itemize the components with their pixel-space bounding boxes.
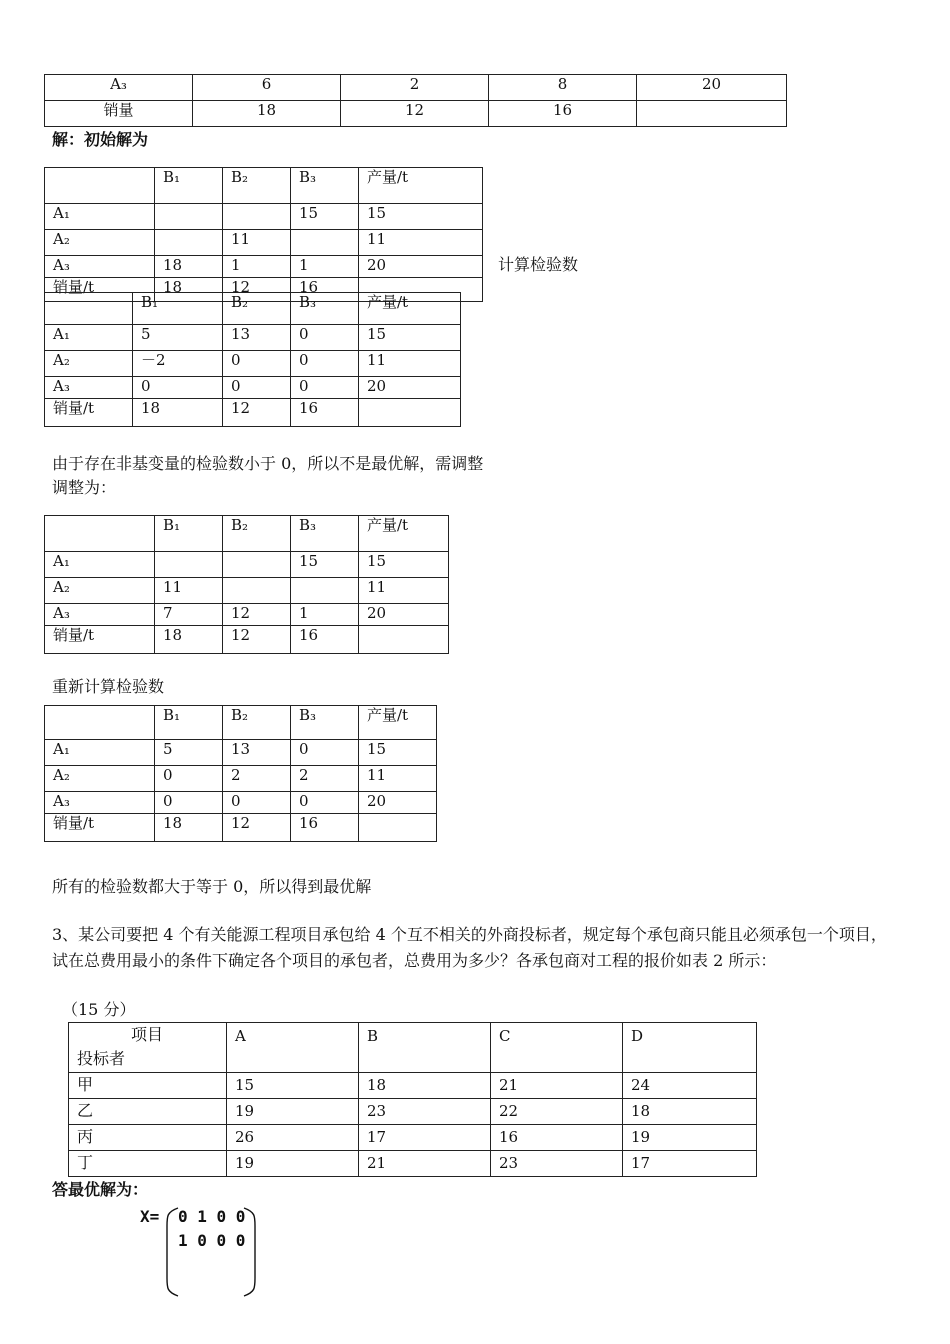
table-cell: 23 — [491, 1151, 623, 1177]
table-cell: 0 — [155, 792, 223, 814]
table-cell: A₁ — [45, 552, 155, 578]
table-cell: B₃ — [291, 516, 359, 552]
table-cell: 17 — [359, 1125, 491, 1151]
table-cell: B₁ — [155, 516, 223, 552]
column-header: D — [623, 1023, 757, 1073]
corner-top-label: 项目 — [131, 1025, 164, 1044]
matrix-row: 1 0 0 0 — [178, 1231, 246, 1250]
table-cell: B₃ — [291, 168, 359, 204]
table-cell: 23 — [359, 1099, 491, 1125]
table-row — [45, 792, 437, 814]
table-cell: 15 — [359, 552, 449, 578]
table-cell: 18 — [359, 1073, 491, 1099]
table-cell — [359, 814, 437, 842]
matrix-row: 0 1 0 0 — [178, 1207, 246, 1226]
table-row — [45, 626, 449, 654]
table-cell: 产量/t — [359, 706, 437, 740]
table-row — [45, 377, 461, 399]
table-cell: 26 — [227, 1125, 359, 1151]
table-cell: 12 — [223, 278, 291, 302]
table-cell: 销量 — [45, 101, 193, 127]
table-cell — [291, 230, 359, 256]
table-cell: 1 — [291, 256, 359, 278]
table-row — [45, 740, 437, 766]
table-cell — [45, 168, 155, 204]
table-cell: 11 — [359, 578, 449, 604]
table-header-row — [45, 706, 437, 740]
not-optimal-text: 由于存在非基变量的检验数小于 0，所以不是最优解，需调整 — [52, 454, 484, 473]
table-cell: 5 — [133, 325, 223, 351]
table-cell: 丁 — [69, 1151, 227, 1177]
table-cell: 11 — [155, 578, 223, 604]
table-cell: 15 — [359, 204, 483, 230]
table-row — [45, 325, 461, 351]
table-cell: 18 — [193, 101, 341, 127]
table-cell: B₂ — [223, 706, 291, 740]
table-cell: A₂ — [45, 230, 155, 256]
table-cell: 0 — [291, 325, 359, 351]
table-header-row — [45, 293, 461, 325]
table-cell: 21 — [359, 1151, 491, 1177]
table-cell: 19 — [623, 1125, 757, 1151]
corner-bottom-label: 投标者 — [77, 1049, 126, 1068]
table-cell: 销量/t — [45, 278, 155, 302]
table-cell: 12 — [223, 814, 291, 842]
table-cell: 6 — [193, 75, 341, 101]
table-cell: 0 — [223, 351, 291, 377]
table-cell: 乙 — [69, 1099, 227, 1125]
table-cell: 16 — [489, 101, 637, 127]
table-cell: 0 — [291, 792, 359, 814]
table-cell: 16 — [291, 626, 359, 654]
matrix-bracket-right — [242, 1206, 258, 1298]
table-cell: 20 — [359, 792, 437, 814]
table-cell: 销量/t — [45, 626, 155, 654]
solution-heading: 解：初始解为 — [52, 130, 149, 149]
table-cell: 15 — [227, 1073, 359, 1099]
table-cell: 24 — [623, 1073, 757, 1099]
table-cell: A₃ — [45, 256, 155, 278]
table-cell: B₂ — [223, 516, 291, 552]
table-cell: 18 — [623, 1099, 757, 1125]
adjusted-solution-table — [44, 515, 449, 654]
table-cell: A₁ — [45, 204, 155, 230]
top-table — [44, 74, 787, 127]
table-cell: A₃ — [45, 792, 155, 814]
table-cell: 销量/t — [45, 814, 155, 842]
table-cell: 7 — [155, 604, 223, 626]
table-cell: 2 — [341, 75, 489, 101]
table-row — [69, 1099, 757, 1125]
table-cell: 0 — [223, 792, 291, 814]
column-header: C — [491, 1023, 623, 1073]
table-cell: 22 — [491, 1099, 623, 1125]
table-cell — [155, 552, 223, 578]
table-cell: 15 — [291, 552, 359, 578]
table-cell: 18 — [133, 399, 223, 427]
table-cell: B₁ — [155, 168, 223, 204]
table-cell: 2 — [223, 766, 291, 792]
table-cell: 15 — [359, 740, 437, 766]
table-cell: 17 — [623, 1151, 757, 1177]
table-cell: 11 — [223, 230, 291, 256]
table-row — [45, 604, 449, 626]
table-cell: 16 — [491, 1125, 623, 1151]
table-cell: 19 — [227, 1151, 359, 1177]
table-row — [45, 766, 437, 792]
table-cell: A₁ — [45, 325, 133, 351]
table-row — [45, 256, 483, 278]
table-cell: 0 — [133, 377, 223, 399]
table-cell: B₁ — [133, 293, 223, 325]
table-cell: 19 — [227, 1099, 359, 1125]
table-cell: B₃ — [291, 706, 359, 740]
table-cell: 0 — [155, 766, 223, 792]
table-cell: A₂ — [45, 766, 155, 792]
column-header: A — [227, 1023, 359, 1073]
recalc-text: 重新计算检验数 — [52, 677, 165, 696]
optimal-text: 所有的检验数都大于等于 0，所以得到最优解 — [52, 877, 372, 896]
table-cell: 11 — [359, 230, 483, 256]
table-row — [45, 101, 787, 127]
table-cell: 0 — [291, 740, 359, 766]
table-cell: 12 — [223, 626, 291, 654]
table-cell: B₂ — [223, 293, 291, 325]
table-cell: 0 — [291, 351, 359, 377]
table-cell — [223, 204, 291, 230]
table-cell — [45, 706, 155, 740]
table-cell — [45, 293, 133, 325]
table-cell: 11 — [359, 351, 461, 377]
table-cell: －2 — [133, 351, 223, 377]
table-cell: 15 — [291, 204, 359, 230]
table-cell: 18 — [155, 626, 223, 654]
table-cell: 甲 — [69, 1073, 227, 1099]
table-cell: 12 — [223, 604, 291, 626]
table-cell: 21 — [491, 1073, 623, 1099]
table-cell: 8 — [489, 75, 637, 101]
table-cell — [223, 552, 291, 578]
table-row — [45, 552, 449, 578]
table-cell: 1 — [223, 256, 291, 278]
table-cell: 15 — [359, 325, 461, 351]
table-cell — [223, 578, 291, 604]
table-cell: 13 — [223, 325, 291, 351]
table-cell: A₂ — [45, 351, 133, 377]
table-row — [45, 399, 461, 427]
table-row — [45, 351, 461, 377]
table-row — [45, 230, 483, 256]
matrix-label: X= — [140, 1207, 160, 1226]
table-cell — [637, 101, 787, 127]
table-cell — [359, 626, 449, 654]
table-cell: B₁ — [155, 706, 223, 740]
table-cell: 丙 — [69, 1125, 227, 1151]
calc-check-label: 计算检验数 — [498, 255, 579, 274]
check-number-table-2 — [44, 705, 437, 842]
table-cell: A₃ — [45, 75, 193, 101]
problem-3-text: 3、某公司要把 4 个有关能源工程项目承包给 4 个互不相关的外商投标者，规定每个承包商只能且必须承包一个项目，试在总费用最小的条件下确定各个项目的承包者，总费用为多少？各承包商对工程的报价如表 2 所示： — [52, 925, 887, 970]
table-cell: 18 — [155, 278, 223, 302]
table-cell: 0 — [291, 377, 359, 399]
adjust-text: 调整为： — [52, 478, 117, 497]
table-cell: A₂ — [45, 578, 155, 604]
table-cell — [291, 578, 359, 604]
column-header: B — [359, 1023, 491, 1073]
table-cell: 产量/t — [359, 293, 461, 325]
table-cell: 16 — [291, 278, 359, 302]
table-header-row — [45, 516, 449, 552]
table-cell: 13 — [223, 740, 291, 766]
table-cell: 12 — [223, 399, 291, 427]
table-row — [69, 1151, 757, 1177]
table-cell: 18 — [155, 256, 223, 278]
table-cell: 产量/t — [359, 168, 483, 204]
answer-heading: 答最优解为： — [52, 1180, 149, 1199]
table-cell: A₁ — [45, 740, 155, 766]
table-cell: B₂ — [223, 168, 291, 204]
table-cell: 2 — [291, 766, 359, 792]
table-cell — [45, 516, 155, 552]
table-cell — [359, 399, 461, 427]
table-row — [45, 75, 787, 101]
table-cell: 1 — [291, 604, 359, 626]
table-row — [45, 814, 437, 842]
initial-solution-table — [44, 167, 483, 302]
table-cell: 20 — [359, 604, 449, 626]
table-cell: 11 — [359, 766, 437, 792]
table-cell: 18 — [155, 814, 223, 842]
table-header-row — [45, 168, 483, 204]
check-number-table-1 — [44, 292, 461, 427]
table-cell: 20 — [637, 75, 787, 101]
table-cell: 16 — [291, 399, 359, 427]
table-cell — [155, 230, 223, 256]
table-cell: 产量/t — [359, 516, 449, 552]
table-cell: 5 — [155, 740, 223, 766]
table-cell: 0 — [223, 377, 291, 399]
table-cell: A₃ — [45, 604, 155, 626]
table-cell: B₃ — [291, 293, 359, 325]
table-cell: 20 — [359, 256, 483, 278]
table-cell: 20 — [359, 377, 461, 399]
table-cell: A₃ — [45, 377, 133, 399]
table-row — [45, 204, 483, 230]
score-label: （15 分） — [62, 1000, 136, 1019]
table-cell: 16 — [291, 814, 359, 842]
table-cell — [155, 204, 223, 230]
table-header-row — [69, 1023, 757, 1073]
table-row — [45, 578, 449, 604]
table-cell: 销量/t — [45, 399, 133, 427]
table-cell: 12 — [341, 101, 489, 127]
table-row — [69, 1073, 757, 1099]
bid-table — [68, 1022, 757, 1177]
table-row — [69, 1125, 757, 1151]
corner-cell — [69, 1023, 227, 1073]
